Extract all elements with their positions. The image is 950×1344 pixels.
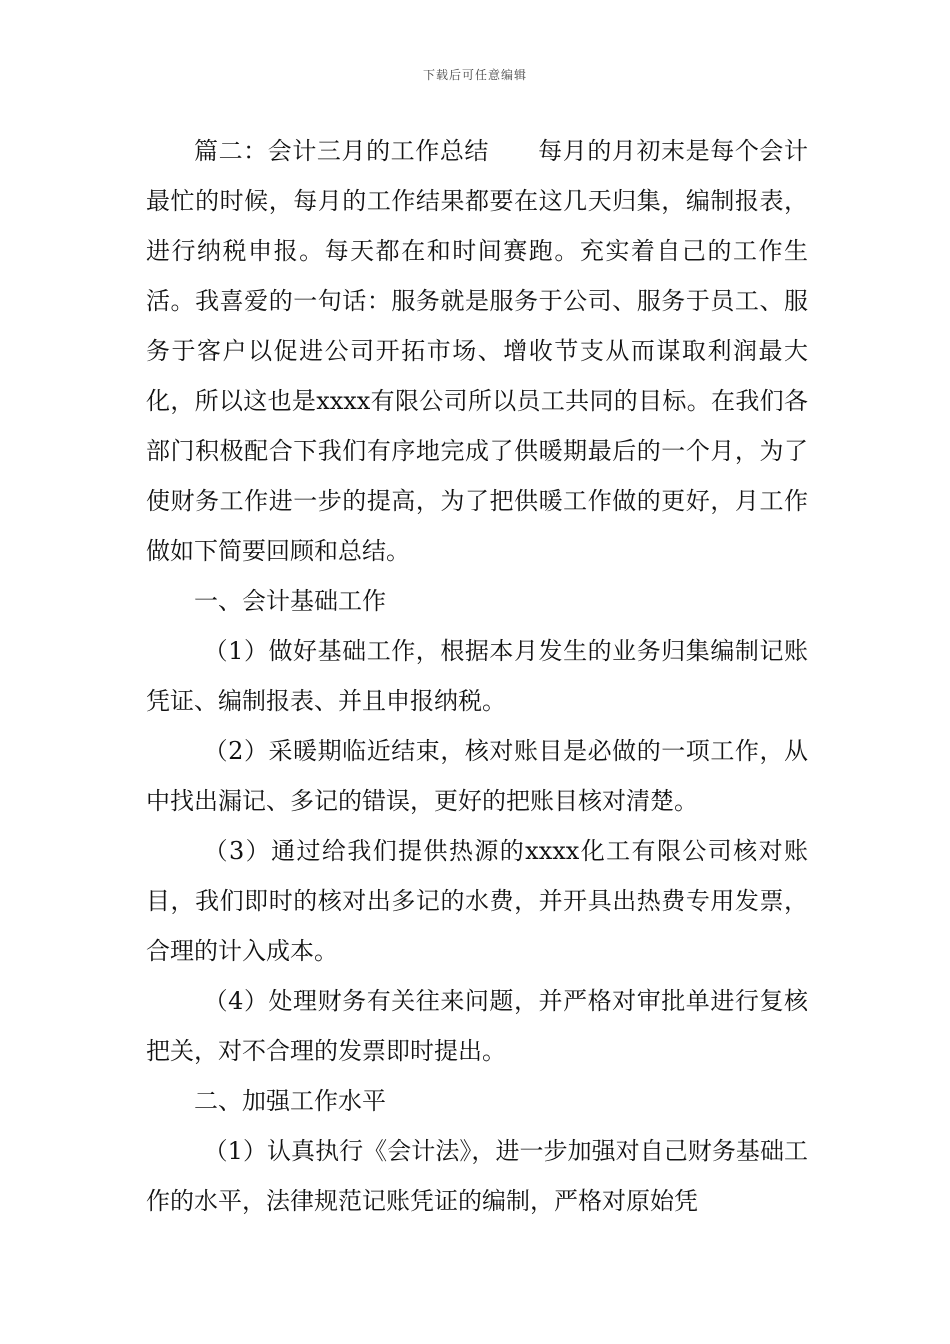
section-heading-1: 一、会计基础工作 <box>194 587 386 615</box>
header-note: 下载后可任意编辑 <box>422 68 527 82</box>
list-item: （3）通过给我们提供热源的xxxx化工有限公司核对账目，我们即时的核对出多记的水费，并开具出热费专用发票，合理的计入成本。 <box>146 837 808 965</box>
list-item: （2）采暖期临近结束，核对账目是必做的一项工作，从中找出漏记、多记的错误，更好的把账目核对清楚。 <box>146 737 808 815</box>
list-item: （1）做好基础工作，根据本月发生的业务归集编制记账凭证、编制报表、并且申报纳税。 <box>146 637 808 715</box>
section-heading-2: 二、加强工作水平 <box>194 1087 386 1115</box>
document-body <box>146 126 808 1226</box>
intro-paragraph: 篇二：会计三月的工作总结 每月的月初末是每个会计最忙的时候，每月的工作结果都要在这几天归集，编制报表，进行纳税申报。每天都在和时间赛跑。充实着自己的工作生活。我喜爱的一句话：服务就是服务于公司、服务于员工、服务于客户以促进公司开拓市场、增收节支从而谋取利润最大化，所以这也是xxxx有限公司所以员工共同的目标。在我们各部门积极配合下我们有序地完成了供暖期最后的一个月，为了使财务工作进一步的提高，为了把供暖工作做的更好，月工作做如下简要回顾和总结。 <box>146 137 808 565</box>
list-item: （1）认真执行《会计法》，进一步加强对自己财务基础工作的水平，法律规范记账凭证的编制，严格对原始凭 <box>146 1137 808 1215</box>
list-item: （4）处理财务有关往来问题，并严格对审批单进行复核把关，对不合理的发票即时提出。 <box>146 987 808 1065</box>
